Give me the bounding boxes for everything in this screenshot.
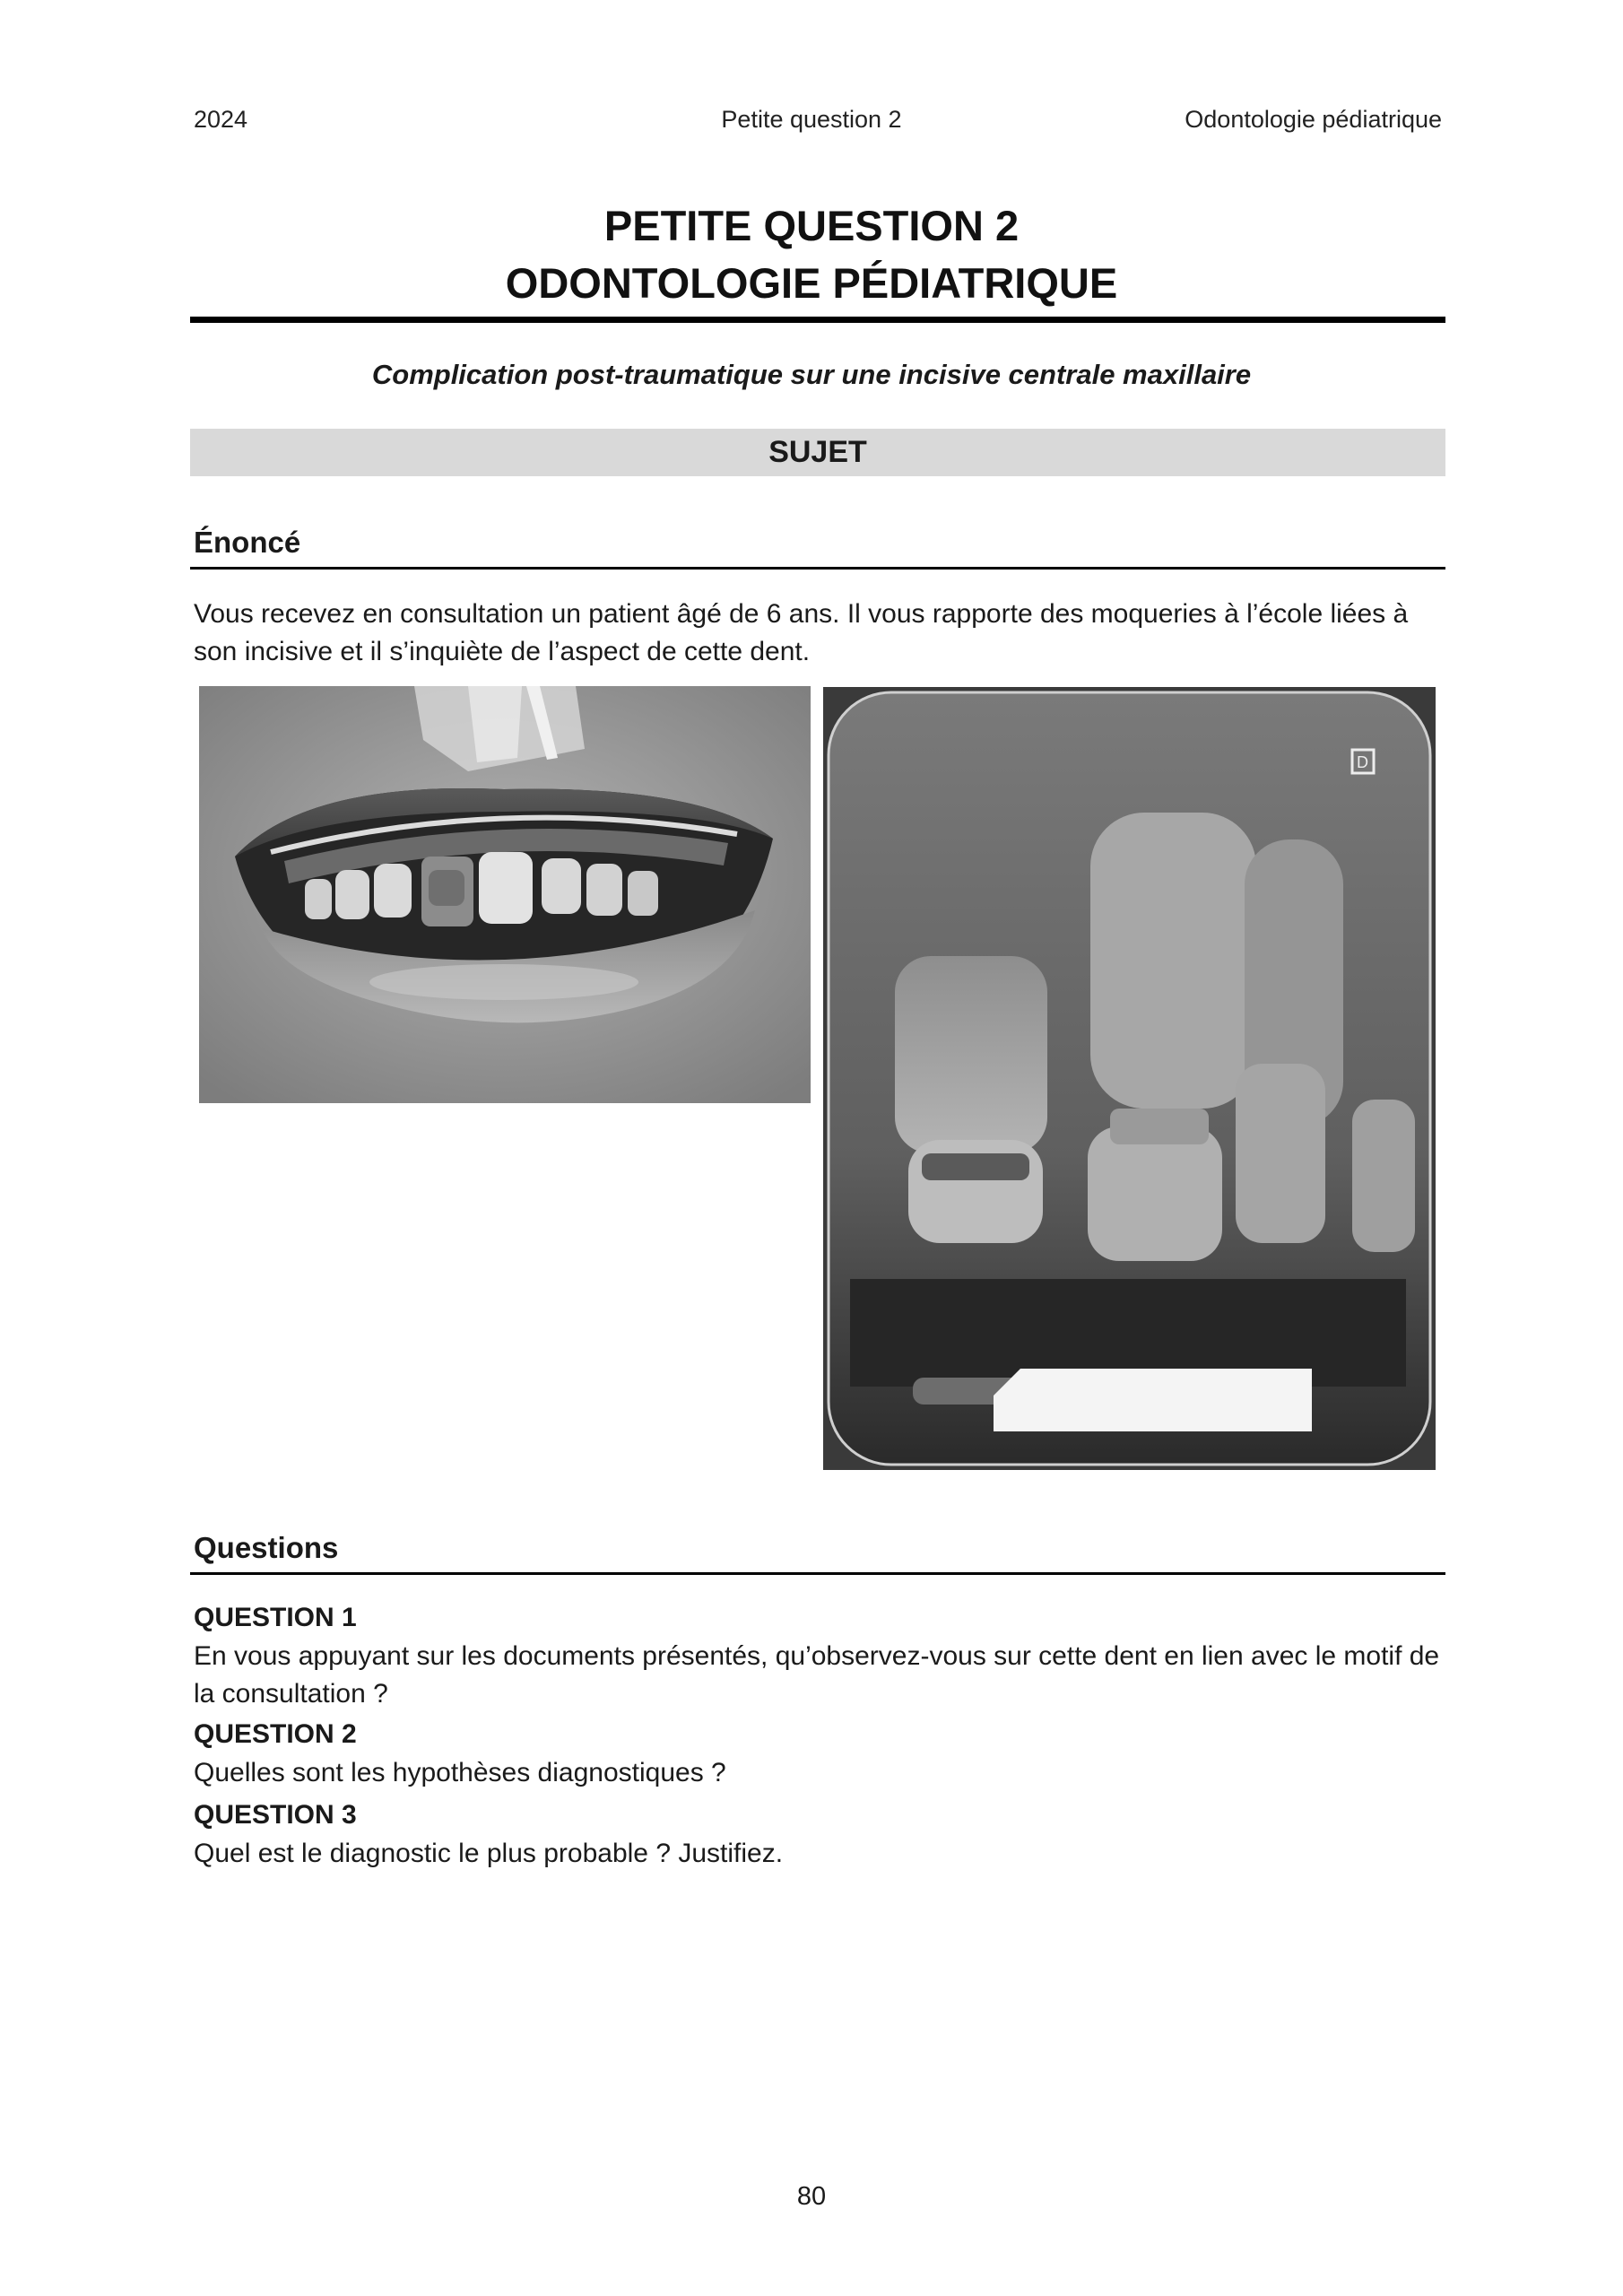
enonce-text: Vous recevez en consultation un patient âgé de 6 ans. Il vous rapporte des moqueries à l’école liées à son incisive et il s’inquiète de l’aspect de cette dent.	[194, 599, 1409, 666]
enonce-rule	[190, 567, 1445, 570]
header-center: Petite question 2	[721, 106, 902, 133]
header-right: Odontologie pédiatrique	[1185, 106, 1442, 133]
page-title-line1: PETITE QUESTION 2	[603, 202, 1020, 249]
intraoral-photo	[199, 686, 811, 1103]
questions-rule	[190, 1572, 1445, 1575]
question-2-text: Quelles sont les hypothèses diagnostiques ?	[194, 1758, 726, 1787]
question-1-label: QUESTION 1	[194, 1603, 357, 1632]
section-band-label: SUJET	[768, 435, 867, 469]
questions-heading: Questions	[194, 1531, 339, 1564]
page-number: 80	[796, 2182, 827, 2211]
enonce-heading: Énoncé	[194, 526, 301, 559]
question-2-label: QUESTION 2	[194, 1719, 357, 1749]
question-1-text: En vous appuyant sur les documents présentés, qu’observez-vous sur cette dent en lien avec le motif de la consultation ?	[194, 1641, 1440, 1709]
radiograph-image	[823, 687, 1436, 1470]
page-subtitle: Complication post-traumatique sur une incisive centrale maxillaire	[371, 359, 1252, 390]
periapical-radiograph	[823, 687, 1436, 1470]
page-title-line2: ODONTOLOGIE PÉDIATRIQUE	[505, 259, 1118, 307]
section-band	[190, 429, 1445, 476]
header-year: 2024	[194, 106, 248, 133]
radiograph-marker: D	[1357, 753, 1368, 771]
intraoral-photo-image	[199, 686, 811, 1103]
title-rule	[190, 317, 1445, 323]
question-3-label: QUESTION 3	[194, 1800, 357, 1830]
question-3-text: Quel est le diagnostic le plus probable ? Justifiez.	[194, 1839, 784, 1868]
